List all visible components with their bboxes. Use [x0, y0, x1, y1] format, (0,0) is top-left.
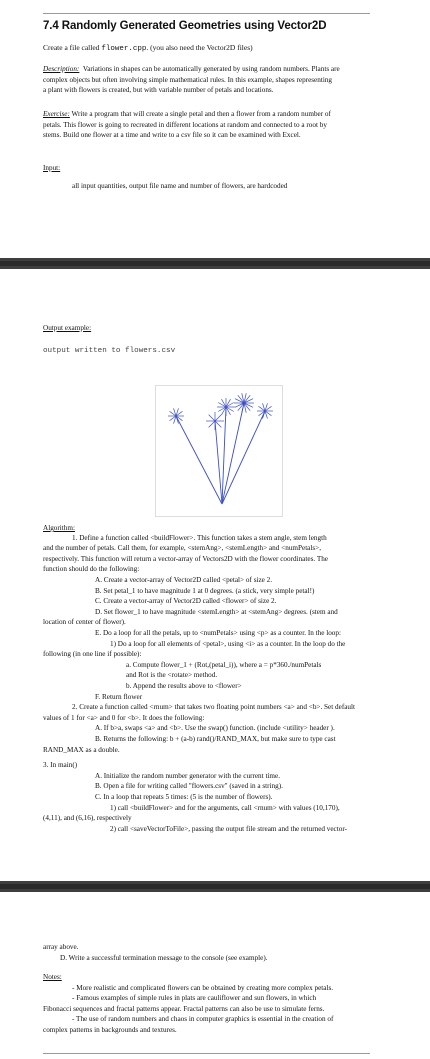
flower-petal: [215, 421, 221, 427]
algorithm-line: A. Create a vector-array of Vector2D called <petal> of size 2.: [95, 575, 273, 584]
flower-stem: [222, 411, 265, 504]
algorithm-line: function should do the following:: [43, 565, 140, 574]
algorithm-line: B. Returns the following: b + (a-b) rand()/RAND_MAX, but make sure to type cast: [95, 734, 336, 743]
algorithm-line: RAND_MAX as a double.: [43, 745, 120, 754]
description-text-1: Variations in shapes can be automatically generated by using random numbers. Plants are: [82, 65, 340, 73]
algorithm-line: and Rot is the <rotate> method.: [126, 671, 218, 680]
create-filename: flower.cpp: [101, 45, 147, 53]
exercise-line-3: stems. Build one flower at a time and write to a csv file so it can be examined with Excel.: [43, 131, 301, 140]
flower-petal: [209, 421, 215, 427]
console-output: output written to flowers.csv: [43, 347, 176, 355]
algorithm-line: and the number of petals. Call them, for example, <stemAng>, <stemLength> and <numPetals>,: [43, 544, 322, 553]
flower-plot-svg: [156, 386, 282, 516]
algorithm-line: b. Append the results above to <flower>: [126, 681, 242, 690]
algorithm-line: B. Open a file for writing called "flowers.csv" (saved in a string).: [95, 782, 283, 791]
create-post: . (you also need the Vector2D files): [146, 43, 253, 52]
exercise-text-1: Write a program that will create a single petal and then a flower from a random number of: [71, 110, 331, 118]
section-title: 7.4 Randomly Generated Geometries using Vector2D: [43, 20, 327, 32]
algorithm-line: following (in one line if possible):: [43, 650, 142, 659]
continuation-line-1: array above.: [43, 943, 79, 951]
create-file-line: [43, 43, 253, 55]
notes-line-3: Fibonacci sequences and fractal patterns appear. Fractal patterns can also be use to simulate ferns.: [43, 1004, 325, 1013]
algorithm-line: A. If b>a, swaps <a> and <b>. Use the swap() function. (include <utility> header ).: [95, 724, 335, 733]
algorithm-line: 1. Define a function called <buildFlower>. This function takes a stem angle, stem length: [72, 533, 327, 542]
flower-petal: [209, 415, 215, 421]
algorithm-line: 2. Create a function called <rnum> that takes two floating point numbers <a> and <b>. Set default: [72, 703, 355, 712]
notes-line-5: complex patterns in backgrounds and textures.: [43, 1026, 177, 1034]
output-example-label: Output example:: [43, 324, 92, 332]
notes-line-1: - More realistic and complicated flowers can be obtained by creating more complex petals.: [72, 983, 334, 992]
algorithm-line: values of 1 for <a> and 0 for <b>. It does the following:: [43, 713, 205, 722]
description-line-3: a plant with flowers is created, but with variable number of petals and locations.: [43, 86, 274, 95]
page-separator-1: [0, 258, 430, 269]
create-pre: Create a file called: [43, 43, 102, 52]
exercise-line-2: petals. This flower is going to recreated in different locations at random and connected to a root by: [43, 120, 327, 129]
notes-line-2: - Famous examples of simple rules in plats are cauliflower and sun flowers, in which: [72, 994, 317, 1003]
description-line-1: [43, 64, 340, 75]
algorithm-line: 2) call <saveVectorToFile>, passing the output file stream and the returned vector-: [110, 824, 347, 833]
algorithm-line: 1) call <buildFlower> and for the arguments, call <rnum> with values (10,170),: [110, 803, 340, 812]
algorithm-line: E. Do a loop for all the petals, up to <numPetals> using <p> as a counter. In the loop:: [95, 628, 341, 637]
notes-label: Notes:: [43, 973, 62, 981]
exercise-label: Exercise:: [43, 110, 70, 118]
algorithm-line: a. Compute flower_1 + (Rot,(petal_i)), where a = p*360./numPetals: [126, 660, 322, 669]
input-label: Input:: [43, 164, 61, 172]
exercise-line-1: [43, 109, 331, 120]
document-page-3: [0, 892, 430, 1059]
algorithm-line: C. Create a vector-array of Vector2D called <flower> of size 2.: [95, 597, 277, 606]
algorithm-label: Algorithm:: [43, 524, 75, 532]
flower-plot: [155, 385, 283, 517]
flower-stem: [215, 421, 222, 504]
algorithm-line: (4,11), and (6,16), respectively: [43, 814, 132, 823]
flower-petal: [215, 415, 221, 421]
notes-line-4: - The use of random numbers and chaos in computer graphics is essential in the creation of: [72, 1015, 334, 1024]
algorithm-line: location of center of flower).: [43, 618, 126, 627]
document-page-2: [0, 269, 430, 881]
page-separator-2: [0, 881, 430, 892]
footer-rule: [43, 1053, 370, 1054]
algorithm-line: C. In a loop that repeats 5 times: (5 is the number of flowers).: [95, 792, 273, 801]
algorithm-line: 1) Do a loop for all elements of <petal>, using <i> as a counter. In the loop do the: [110, 639, 346, 648]
algorithm-line: F. Return flower: [95, 692, 143, 701]
algorithm-line: D. Set flower_1 to have magnitude <stemLength> at <stemAng> degrees. (stem and: [95, 607, 338, 616]
description-label: Description:: [43, 65, 80, 73]
header-rule: [43, 13, 370, 14]
algorithm-line: respectively. This function will return a vector-array of Vectors2D with the flower coordinates. The: [43, 554, 328, 563]
algorithm-line: A. Initialize the random number generator with the current time.: [95, 771, 281, 780]
algorithm-line: B. Set petal_1 to have magnitude 1 at 0 degrees. (a stick, very simple petal!): [95, 586, 315, 595]
description-line-2: complex objects but often involving simple mathematical rules. In this example, shapes representing: [43, 75, 333, 84]
input-text: all input quantities, output file name and number of flowers, are hardcoded: [72, 182, 288, 190]
continuation-line-2: D. Write a successful termination message to the console (see example).: [60, 953, 268, 962]
algorithm-line: 3. In main(): [43, 761, 78, 770]
document-page-1: [0, 0, 430, 258]
